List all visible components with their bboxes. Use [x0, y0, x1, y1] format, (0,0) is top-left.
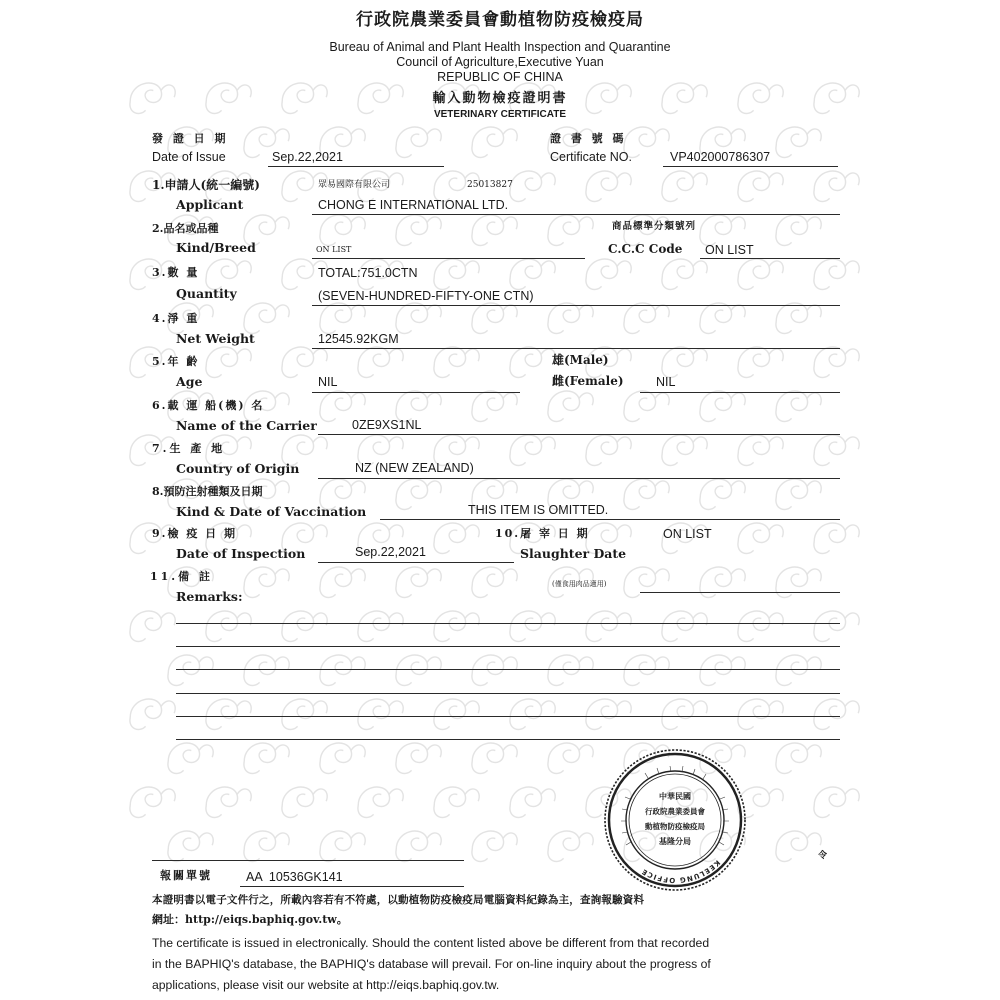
electronic-notice-english: The certificate is issued in electronically. Should the content listed above be different from that recorded — [152, 936, 710, 950]
watermark-motif — [738, 523, 783, 553]
watermark-motif — [586, 699, 631, 729]
watermark-motif — [396, 831, 441, 861]
watermark-motif — [434, 259, 479, 289]
watermark-motif — [814, 435, 859, 465]
certificate-title-chinese: 輸入動物檢疫證明書 — [432, 91, 568, 106]
watermark-motif — [282, 787, 327, 817]
certificate-number-label-chinese: 證 書 號 碼 — [550, 132, 627, 145]
kind-underline — [312, 258, 585, 259]
watermark-motif — [814, 699, 859, 729]
watermark-motif — [776, 743, 821, 773]
watermark-motif — [206, 611, 251, 641]
watermark-motif — [472, 303, 517, 333]
remarks-line — [176, 739, 840, 740]
applicant-label: Applicant — [176, 197, 244, 212]
age-underline — [312, 392, 520, 393]
watermark-motif — [738, 611, 783, 641]
applicant-tax-id: 25013827 — [467, 180, 513, 190]
carrier-label-chinese: 6.載 運 船(機) 名 — [152, 399, 265, 412]
ccc-code-value: ON LIST — [705, 243, 754, 257]
watermark-motif — [662, 611, 707, 641]
watermark-motif — [700, 215, 745, 245]
watermark-motif — [814, 259, 859, 289]
watermark-motif — [396, 391, 441, 421]
applicant-underline — [312, 214, 840, 215]
watermark-motif — [738, 347, 783, 377]
watermark-motif — [320, 655, 365, 685]
watermark-motif — [244, 655, 289, 685]
net-weight-underline — [312, 348, 840, 349]
customs-number-underline — [240, 886, 464, 887]
watermark-motif — [814, 347, 859, 377]
electronic-notice-url: applications, please visit our website at http://eiqs.baphiq.gov.tw. — [152, 978, 500, 992]
watermark-motif — [738, 699, 783, 729]
watermark-motif — [130, 699, 175, 729]
watermark-motif — [206, 787, 251, 817]
watermark-motif — [168, 655, 213, 685]
watermark-motif — [396, 127, 441, 157]
watermark-motif — [624, 303, 669, 333]
certificate-title-english: VETERINARY CERTIFICATE — [433, 109, 567, 120]
remarks-label: Remarks: — [176, 589, 243, 604]
issue-date-label-chinese: 發 證 日 期 — [152, 132, 229, 145]
watermark-motif — [662, 171, 707, 201]
watermark-motif — [548, 831, 593, 861]
issue-date-label: Date of Issue — [152, 150, 226, 164]
watermark-motif — [434, 347, 479, 377]
country-name: REPUBLIC OF CHINA — [437, 70, 563, 84]
watermark-motif — [510, 611, 555, 641]
watermark-motif — [700, 303, 745, 333]
watermark-motif — [282, 611, 327, 641]
watermark-motif — [814, 787, 859, 817]
customs-number-value: AA 10536GK141 — [246, 870, 343, 884]
inspection-label-chinese: 9.檢 疫 日 期 — [152, 527, 237, 540]
watermark-motif — [738, 435, 783, 465]
watermark-motif — [472, 831, 517, 861]
watermark-motif — [510, 787, 555, 817]
watermark-motif — [434, 611, 479, 641]
agency-name-chinese: 行政院農業委員會動植物防疫檢疫局 — [356, 10, 644, 30]
slaughter-note: (僅食用肉品適用) — [552, 580, 607, 588]
origin-underline — [318, 478, 840, 479]
kind-label-chinese: 2.品名或品種 — [152, 222, 219, 235]
watermark-motif — [548, 303, 593, 333]
watermark-motif — [738, 171, 783, 201]
watermark-motif — [206, 259, 251, 289]
watermark-motif — [244, 567, 289, 597]
watermark-motif — [434, 699, 479, 729]
applicant-name: CHONG E INTERNATIONAL LTD. — [318, 198, 509, 212]
watermark-motif — [358, 699, 403, 729]
applicant-label-chinese: 1.申請人(統一編號) — [152, 178, 260, 192]
watermark-motif — [510, 699, 555, 729]
carrier-label: Name of the Carrier — [176, 418, 317, 433]
watermark-motif — [472, 567, 517, 597]
remarks-line — [176, 623, 840, 624]
net-weight-label: Net Weight — [176, 331, 255, 346]
watermark-motif — [244, 303, 289, 333]
slaughter-label: Slaughter Date — [520, 546, 627, 561]
watermark-motif — [662, 699, 707, 729]
watermark-motif — [510, 347, 555, 377]
vaccination-label: Kind & Date of Vaccination — [176, 504, 367, 519]
net-weight-label-chinese: 4.淨 重 — [152, 312, 200, 325]
watermark-motif — [472, 215, 517, 245]
council-name: Council of Agriculture,Executive Yuan — [396, 55, 604, 69]
certificate-number-label: Certificate NO. — [550, 150, 632, 164]
customs-number-label: 報關單號 — [160, 869, 212, 882]
age-label: Age — [176, 374, 203, 389]
watermark-motif — [244, 831, 289, 861]
watermark-motif — [738, 259, 783, 289]
electronic-notice-english: in the BAPHIQ's database, the BAPHIQ's database will prevail. For on-line inquiry about the progress of — [152, 957, 711, 971]
watermark-motif — [700, 655, 745, 685]
remarks-line — [176, 646, 840, 647]
watermark-motif — [586, 171, 631, 201]
watermark-motif — [130, 611, 175, 641]
watermark-motif — [244, 743, 289, 773]
seal-line: 中華民國 — [659, 791, 691, 801]
remarks-line — [176, 716, 840, 717]
watermark-motif — [548, 743, 593, 773]
watermark-motif — [510, 259, 555, 289]
origin-label-chinese: 7.生 產 地 — [152, 442, 226, 455]
watermark-motif — [510, 435, 555, 465]
quantity-label-chinese: 3.數 量 — [152, 266, 200, 279]
watermark-motif — [358, 347, 403, 377]
carrier-value: 0ZE9XS1NL — [352, 418, 422, 432]
watermark-motif — [206, 699, 251, 729]
watermark-motif — [320, 743, 365, 773]
vaccination-value: THIS ITEM IS OMITTED. — [468, 503, 609, 517]
watermark-motif — [776, 655, 821, 685]
quantity-in-words: (SEVEN-HUNDRED-FIFTY-ONE CTN) — [318, 289, 534, 303]
quantity-underline — [312, 305, 840, 306]
ccc-code-label: C.C.C Code — [608, 242, 683, 256]
female-underline — [640, 392, 840, 393]
inspection-value: Sep.22,2021 — [355, 545, 426, 559]
watermark-motif — [434, 787, 479, 817]
footer-top-line — [152, 860, 464, 861]
ccc-code-label-chinese: 商品標準分類號列 — [612, 221, 697, 232]
watermark-motif — [396, 479, 441, 509]
watermark-motif — [814, 611, 859, 641]
watermark-motif — [776, 831, 821, 861]
origin-label: Country of Origin — [176, 461, 300, 476]
watermark-motif — [624, 391, 669, 421]
watermark-motif — [282, 347, 327, 377]
watermark-motif — [510, 171, 555, 201]
seal-line: 動植物防疫檢疫局 — [645, 822, 705, 831]
watermark-motif — [434, 523, 479, 553]
vaccination-underline — [380, 519, 840, 520]
age-label-chinese: 5.年 齡 — [152, 355, 200, 368]
watermark-motif — [662, 435, 707, 465]
watermark-motif — [548, 215, 593, 245]
watermark-motif — [776, 479, 821, 509]
inspection-underline — [318, 562, 514, 563]
watermark-motif — [472, 655, 517, 685]
kind-value: ON LIST — [316, 245, 352, 254]
watermark-motif — [776, 215, 821, 245]
watermark-motif — [586, 259, 631, 289]
watermark-motif — [396, 655, 441, 685]
quantity-label: Quantity — [176, 286, 237, 301]
watermark-motif — [168, 831, 213, 861]
watermark-motif — [662, 347, 707, 377]
official-mark: 令 — [818, 851, 828, 861]
female-value: NIL — [656, 375, 676, 389]
issue-date-value: Sep.22,2021 — [272, 150, 343, 164]
watermark-motif — [168, 743, 213, 773]
electronic-notice-chinese: 本證明書以電子文件行之，所載內容若有不符處，以動植物防疫檢疫局電腦資料紀錄為主，查詢報驗資料 — [152, 894, 645, 906]
remarks-label-chinese: 11.備 註 — [150, 570, 213, 583]
watermark-motif — [320, 567, 365, 597]
female-label: 雌(Female) — [552, 374, 624, 388]
certificate-number-value: VP402000786307 — [670, 150, 771, 164]
watermark-motif — [548, 655, 593, 685]
watermark-motif — [776, 303, 821, 333]
watermark-motif — [776, 391, 821, 421]
watermark-motif — [320, 391, 365, 421]
age-value: NIL — [318, 375, 338, 389]
watermark-motif — [358, 611, 403, 641]
remarks-line — [176, 669, 840, 670]
slaughter-underline — [640, 592, 840, 593]
seal-ring-text: KEELUNG OFFICE — [639, 858, 722, 885]
watermark-motif — [814, 523, 859, 553]
watermark-motif — [548, 391, 593, 421]
watermark-motif — [130, 787, 175, 817]
watermark-motif — [206, 347, 251, 377]
watermark-motif — [700, 391, 745, 421]
electronic-notice-url-chinese: 網址：http://eiqs.baphiq.gov.tw。 — [152, 913, 348, 926]
origin-value: NZ (NEW ZEALAND) — [355, 461, 474, 475]
watermark-motif — [358, 787, 403, 817]
watermark-motif — [396, 303, 441, 333]
watermark-motif — [396, 743, 441, 773]
watermark-motif — [586, 435, 631, 465]
watermark-motif — [320, 831, 365, 861]
seal-line: 行政院農業委員會 — [645, 807, 705, 816]
slaughter-label-chinese: 10.屠 宰 日 期 — [495, 527, 590, 540]
watermark-motif — [662, 259, 707, 289]
male-label: 雄(Male) — [552, 353, 609, 367]
seal-line: 基隆分局 — [659, 836, 691, 846]
vaccination-label-chinese: 8.預防注射種類及日期 — [152, 485, 263, 498]
watermark-motif — [472, 391, 517, 421]
watermark-motif — [396, 215, 441, 245]
net-weight-value: 12545.92KGM — [318, 332, 399, 346]
certificate-number-underline — [663, 166, 838, 167]
issue-date-underline — [268, 166, 444, 167]
remarks-line — [176, 693, 840, 694]
ccc-code-underline — [700, 258, 840, 259]
watermark-motif — [700, 479, 745, 509]
watermark-motif — [624, 479, 669, 509]
quantity-total: TOTAL:751.0CTN — [318, 266, 418, 280]
watermark-motif — [814, 171, 859, 201]
agency-name-english: Bureau of Animal and Plant Health Inspection and Quarantine — [329, 40, 671, 54]
watermark-motif — [472, 743, 517, 773]
watermark-motif — [320, 215, 365, 245]
watermark-motif — [320, 303, 365, 333]
official-seal — [595, 745, 755, 895]
watermark-motif — [282, 699, 327, 729]
inspection-label: Date of Inspection — [176, 546, 306, 561]
watermark-motif — [776, 127, 821, 157]
slaughter-value: ON LIST — [663, 527, 712, 541]
watermark-motif — [624, 655, 669, 685]
watermark-motif — [586, 611, 631, 641]
watermark-motif — [472, 127, 517, 157]
applicant-name-chinese: 眾易國際有限公司 — [318, 180, 391, 190]
watermark-motif — [396, 567, 441, 597]
carrier-underline — [318, 434, 840, 435]
kind-label: Kind/Breed — [176, 240, 256, 255]
